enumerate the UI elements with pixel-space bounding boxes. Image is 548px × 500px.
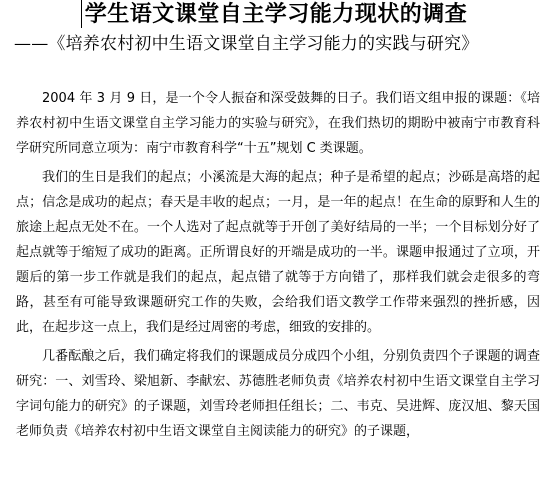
title-row bbox=[0, 0, 548, 28]
paragraph-2: 我们的生日是我们的起点；小溪流是大海的起点；种子是希望的起点；沙砾是高塔的起点；信念是成功的起点；春天是丰收的起点；一月，是一年的起点！在生命的原野和人生的旅途上起点无处不在。一个人选对了起点就等于开创了美好结局的一半；一个目标划分好了起点就等于缩短了成功的距离。正所谓良好的开端是成功的一半。课题申报通过了立项，开题后的第一步工作就是我们的起点，起点错了就等于方向错了，那样我们就会走很多的弯路，甚至有可能导致课题研究工作的失败，会给我们语文教学工作带来强烈的挫折感，因此，在起步这一点上，我们是经过周密的考虑，细致的安排的。 bbox=[16, 170, 540, 335]
page-subtitle: ——《培养农村初中生语文课堂自主学习能力的实践与研究》 bbox=[14, 34, 479, 54]
page-title[interactable]: 学生语文课堂自主学习能力现状的调查 bbox=[81, 0, 468, 28]
paragraph-1: 2004 年 3 月 9 日，是一个令人振奋和深受鼓舞的日子。我们语文组申报的课题：《培养农村初中生语文课堂自主学习能力的实验与研究》，在我们热切的期盼中被南宁市教育科学研究所同意立项为：南宁市教育科学“十五”规划 C 类课题。 bbox=[16, 91, 540, 156]
document-body bbox=[16, 86, 540, 448]
paragraph-3: 几番酝酿之后，我们确定将我们的课题成员分成四个小组，分别负责四个子课题的调查研究：一、刘雪玲、梁旭新、李献宏、苏德胜老师负责《培养农村初中生语文课堂自主学习字词句能力的研究》的子课题，刘雪玲老师担任组长；二、韦克、吴进辉、庞汉旭、黎天国老师负责《培养农村初中生语文课堂自主阅读能力的研究》的子课题， bbox=[16, 349, 540, 439]
